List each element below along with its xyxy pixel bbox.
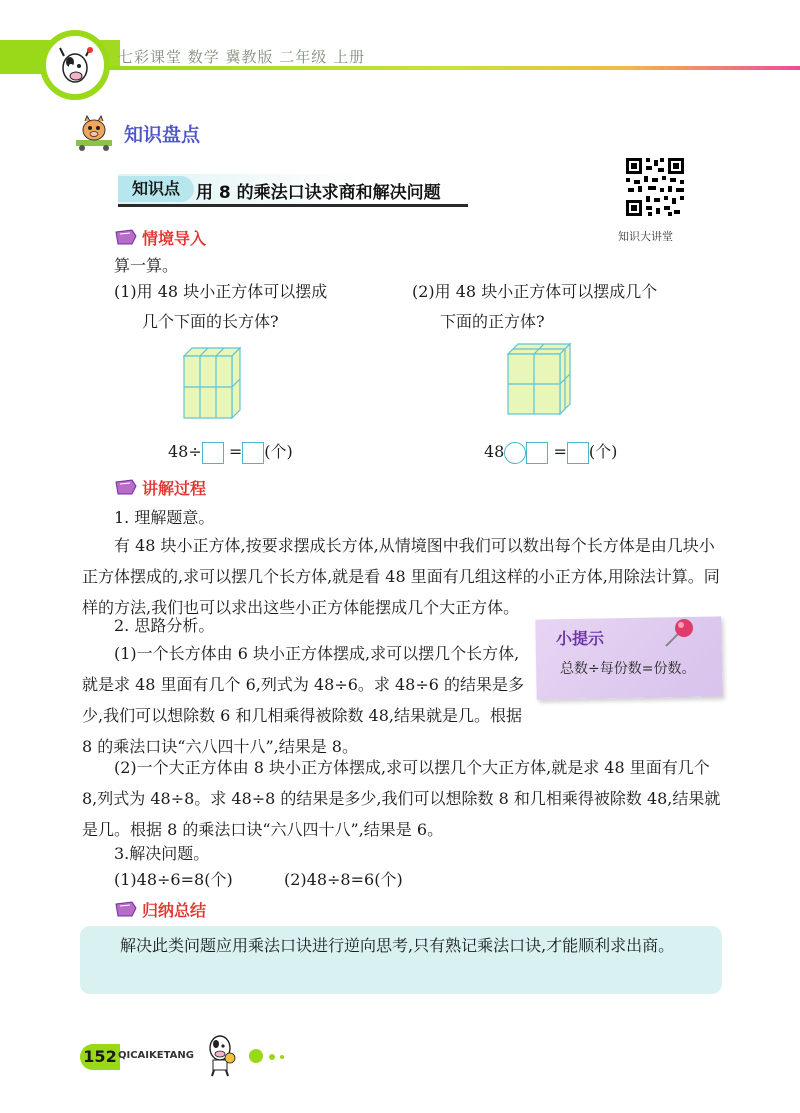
tip-body: 总数÷每份数=份数。 <box>560 661 696 677</box>
operator-circle[interactable] <box>504 442 526 464</box>
tip-heading: 小提示 <box>556 629 605 648</box>
equation-1-prefix: 48÷ <box>168 442 202 461</box>
section-icon <box>72 112 116 152</box>
equation-2 <box>484 436 617 468</box>
qr-code[interactable] <box>624 156 686 218</box>
header-title: 七彩课堂 数学 冀教版 二年级 上册 <box>118 48 366 66</box>
step-3-title: 3.解决问题。 <box>114 844 210 863</box>
equation-1-unit: (个) <box>264 442 293 461</box>
page-number: 152 <box>80 1044 120 1070</box>
cube-figure <box>504 342 574 420</box>
equation-2-unit: (个) <box>588 442 618 461</box>
pushpin-icon <box>660 612 700 652</box>
flag-icon <box>114 900 138 918</box>
situation-intro: 算一算。 <box>114 256 179 275</box>
footer-mascot-icon <box>200 1030 240 1082</box>
flag-icon <box>114 478 138 496</box>
answer-box[interactable] <box>202 442 224 464</box>
question-2-line2: 下面的正方体? <box>440 312 545 331</box>
equation-1-equals: = <box>228 442 243 461</box>
question-1-line1: (1)用 48 块小正方体可以摆成 <box>114 282 328 301</box>
cow-mascot-icon <box>46 36 104 94</box>
situation-heading: 情境导入 <box>142 229 207 248</box>
footer-dots <box>248 1048 298 1068</box>
cuboid-figure <box>180 346 244 424</box>
qr-caption: 知识大讲堂 <box>618 230 673 243</box>
mascot-badge <box>40 30 110 100</box>
cuboid-illustration <box>180 346 244 420</box>
footer-brand: QICAIKETANG <box>118 1050 194 1061</box>
answer-box[interactable] <box>526 442 548 464</box>
paragraph-1: 有 48 块小正方体,按要求摆成长方体,从情境图中我们可以数出每个长方体是由几块小正方体摆成的,求可以摆几个长方体,就是看 48 里面有几组这样的小正方体,用除法计算。同样的方法,我们也可以求出这些小正方体能摆成几个大正方体。 <box>82 536 720 617</box>
equation-2-equals: = <box>553 442 567 461</box>
cube-illustration <box>504 342 574 416</box>
answer-box[interactable] <box>567 442 589 464</box>
knowledge-point-title: 用 8 的乘法口诀求商和解决问题 <box>196 183 441 203</box>
equation-2-prefix: 48 <box>484 442 505 461</box>
step-1-title: 1. 理解题意。 <box>114 508 215 527</box>
flag-icon <box>114 228 138 246</box>
paragraph-3: (2)一个大正方体由 8 块小正方体摆成,求可以摆几个大正方体,就是求 48 里面有几个 8,列式为 48÷8。求 48÷8 的结果是多少,我们可以想除数 8 和几相乘得被除数 48,结果就是几。根据 8 的乘法口诀“六八四十八”,结果是 6。 <box>82 758 721 839</box>
pig-on-cart-icon <box>72 112 116 152</box>
equation-1 <box>168 436 293 468</box>
paragraph-2: (1)一个长方体由 6 块小正方体摆成,求可以摆几个长方体,就是求 48 里面有几个 6,列式为 48÷6。求 48÷6 的结果是多少,我们可以想除数 6 和几相乘得被除数 48,结果就是几。根据 8 的乘法口诀“六八四十八”,结果是 8。 <box>82 644 525 756</box>
answer-2: (2)48÷8=6(个) <box>284 870 403 889</box>
summary-heading: 归纳总结 <box>142 901 207 920</box>
answer-1: (1)48÷6=8(个) <box>114 870 233 889</box>
question-2-line1: (2)用 48 块小正方体可以摆成几个 <box>412 282 658 301</box>
explain-heading: 讲解过程 <box>142 479 207 498</box>
qr-code-icon <box>624 156 686 218</box>
knowledge-point-label: 知识点 <box>118 176 194 202</box>
section-title: 知识盘点 <box>124 124 201 146</box>
step-2-title: 2. 思路分析。 <box>114 616 215 635</box>
answer-box[interactable] <box>242 442 264 464</box>
question-1-line2: 几个下面的长方体? <box>142 312 279 331</box>
summary-text: 解决此类问题应用乘法口诀进行逆向思考,只有熟记乘法口诀,才能顺利求出商。 <box>120 936 675 955</box>
